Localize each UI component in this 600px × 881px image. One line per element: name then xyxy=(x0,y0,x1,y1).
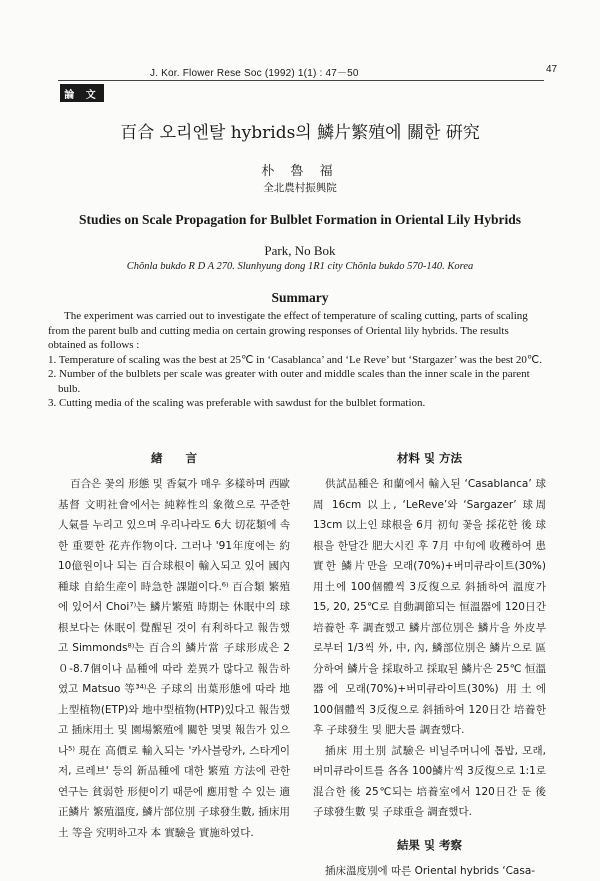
summary-item: 1. Temperature of scaling was the best at 25℃ in ‘Casablanca’ and ‘Le Reve’ but ‘Stargazer’ was the best 20℃. xyxy=(48,353,548,368)
english-affiliation: Chŏnla bukdo R D A 270. Slunhyung dong 1R1 city Chŏnla bukdo 570-140. Korea xyxy=(0,261,600,272)
results-paragraph: 插床溫度別에 따른 Oriental hybrids ‘Casa- xyxy=(313,861,546,881)
results-body xyxy=(313,861,546,881)
summary-results-list xyxy=(48,353,548,411)
english-author: Park, No Bok xyxy=(0,243,600,259)
header-rule xyxy=(58,80,544,81)
article-type-badge: 論 文 xyxy=(60,84,104,102)
korean-affiliation: 全北農村振興院 xyxy=(0,180,600,195)
methods-paragraph: 供試品種은 和蘭에서 輸入된 ‘Casablanca’ 球周 16cm 以上, ‘LeReve’와 ‘Sargazer’ 球周 13cm 以上인 球根을 6月 初旬 꽃을 採花한 後 球根을 한달간 肥大시킨 후 7月 中旬에 收穫하여 患實한 鱗片만을 모래(70%)+버미큐라이트(30%) 用土에 100個體씩 3反復으로 斜插하여 溫度가 15, 20, 25℃로 自動調節되는 恒溫器에 120日간 培養한 후 調査했고 鱗片部位別은 鱗片을 外皮부로부터 1/3씩 外, 中, 內, 鱗部位別은 鱗片으로 區分하여 鱗片을 採取하고 採取된 鱗片은 25℃ 恒溫器에 모래(70%)+버미큐라이트(30%) 用土에 100個體씩 3反復으로 斜插하여 120日간 培養한 후 子球發生 및 肥大를 調査했다. xyxy=(313,474,546,741)
running-head: J. Kor. Flower Rese Soc (1992) 1(1) : 47－50 xyxy=(150,64,359,79)
korean-title: 百合 오리엔탈 hybrids의 鱗片繁殖에 關한 硏究 xyxy=(0,118,600,143)
left-column xyxy=(58,450,290,843)
summary-intro: The experiment was carried out to investigate the effect of temperature of scaling cutting, parts of scaling from the parent bulb and cutting media on certain growing responses of Oriental lily hybrids. The results obtained as follows : xyxy=(48,309,548,353)
methods-paragraph-2: 插床 用土別 試驗은 비닐주머니에 톱밥, 모래, 버미큐라이트를 各各 100鱗片씩 3反復으로 1:1로 混合한 後 25℃되는 培養室에서 120日간 둔 後 子球發生數 및 子球重을 調査했다. xyxy=(313,741,546,823)
methods-heading: 材料 및 方法 xyxy=(313,450,546,466)
summary-body xyxy=(48,309,548,411)
summary-item: 2. Number of the bulblets per scale was greater with outer and middle scales than the inner scale in the parent bulb. xyxy=(48,367,548,396)
summary-heading: Summary xyxy=(0,290,600,306)
results-heading: 結果 및 考察 xyxy=(313,837,546,853)
right-column xyxy=(313,450,546,881)
page-number: 47 xyxy=(546,64,557,75)
english-title: Studies on Scale Propagation for Bulblet Formation in Oriental Lily Hybrids xyxy=(0,212,600,228)
intro-paragraph: 百合은 꽃의 形態 및 香氣가 매우 多樣하며 西歐 基督 文明社會에서는 純粹性의 象徵으로 꾸준한 人氣를 누리고 있으며 우리나라도 6大 切花類에 속한 重要한 花卉作物이다. 그러나 '91年度에는 約 10億원이나 되는 百合球根이 輸入되고 있어 國內 種球 自給生産이 時急한 課題이다.⁶⁾ 百合類 繁殖에 있어서 Choi⁷⁾는 鱗片繁殖 時期는 休眠中의 球根보다는 休眠이 覺醒된 것이 有利하다고 報告했고 Simmonds⁸⁾는 百合의 鱗片當 子球形成은 2０-8.7個이나 品種에 따라 差異가 많다고 報告하였고 Matsuo 等³⁴⁾은 子球의 出葉形態에 따라 地上型植物(ETP)와 地中型植物(HTP)있다고 報告했고 插床用土 및 園場繁殖에 關한 몇몇 報告가 있으나⁵⁾ 現在 高價로 輸入되는 '카사블랑카, 스타게이저, 르레브' 등의 新品種에 대한 繁殖 方法에 관한 연구는 貧弱한 形便이기 때문에 應用할 수 있는 適正鱗片 繁殖溫度, 鱗片部位別 子球發生數, 插床用土 等을 究明하고자 本 實驗을 實施하였다. xyxy=(58,474,290,843)
korean-author: 朴 魯 福 xyxy=(0,160,600,179)
summary-item: 3. Cutting media of the scaling was preferable with sawdust for the bulblet formation. xyxy=(48,396,548,411)
intro-heading: 緖 言 xyxy=(58,450,290,466)
methods-body xyxy=(313,474,546,823)
intro-body xyxy=(58,474,290,843)
